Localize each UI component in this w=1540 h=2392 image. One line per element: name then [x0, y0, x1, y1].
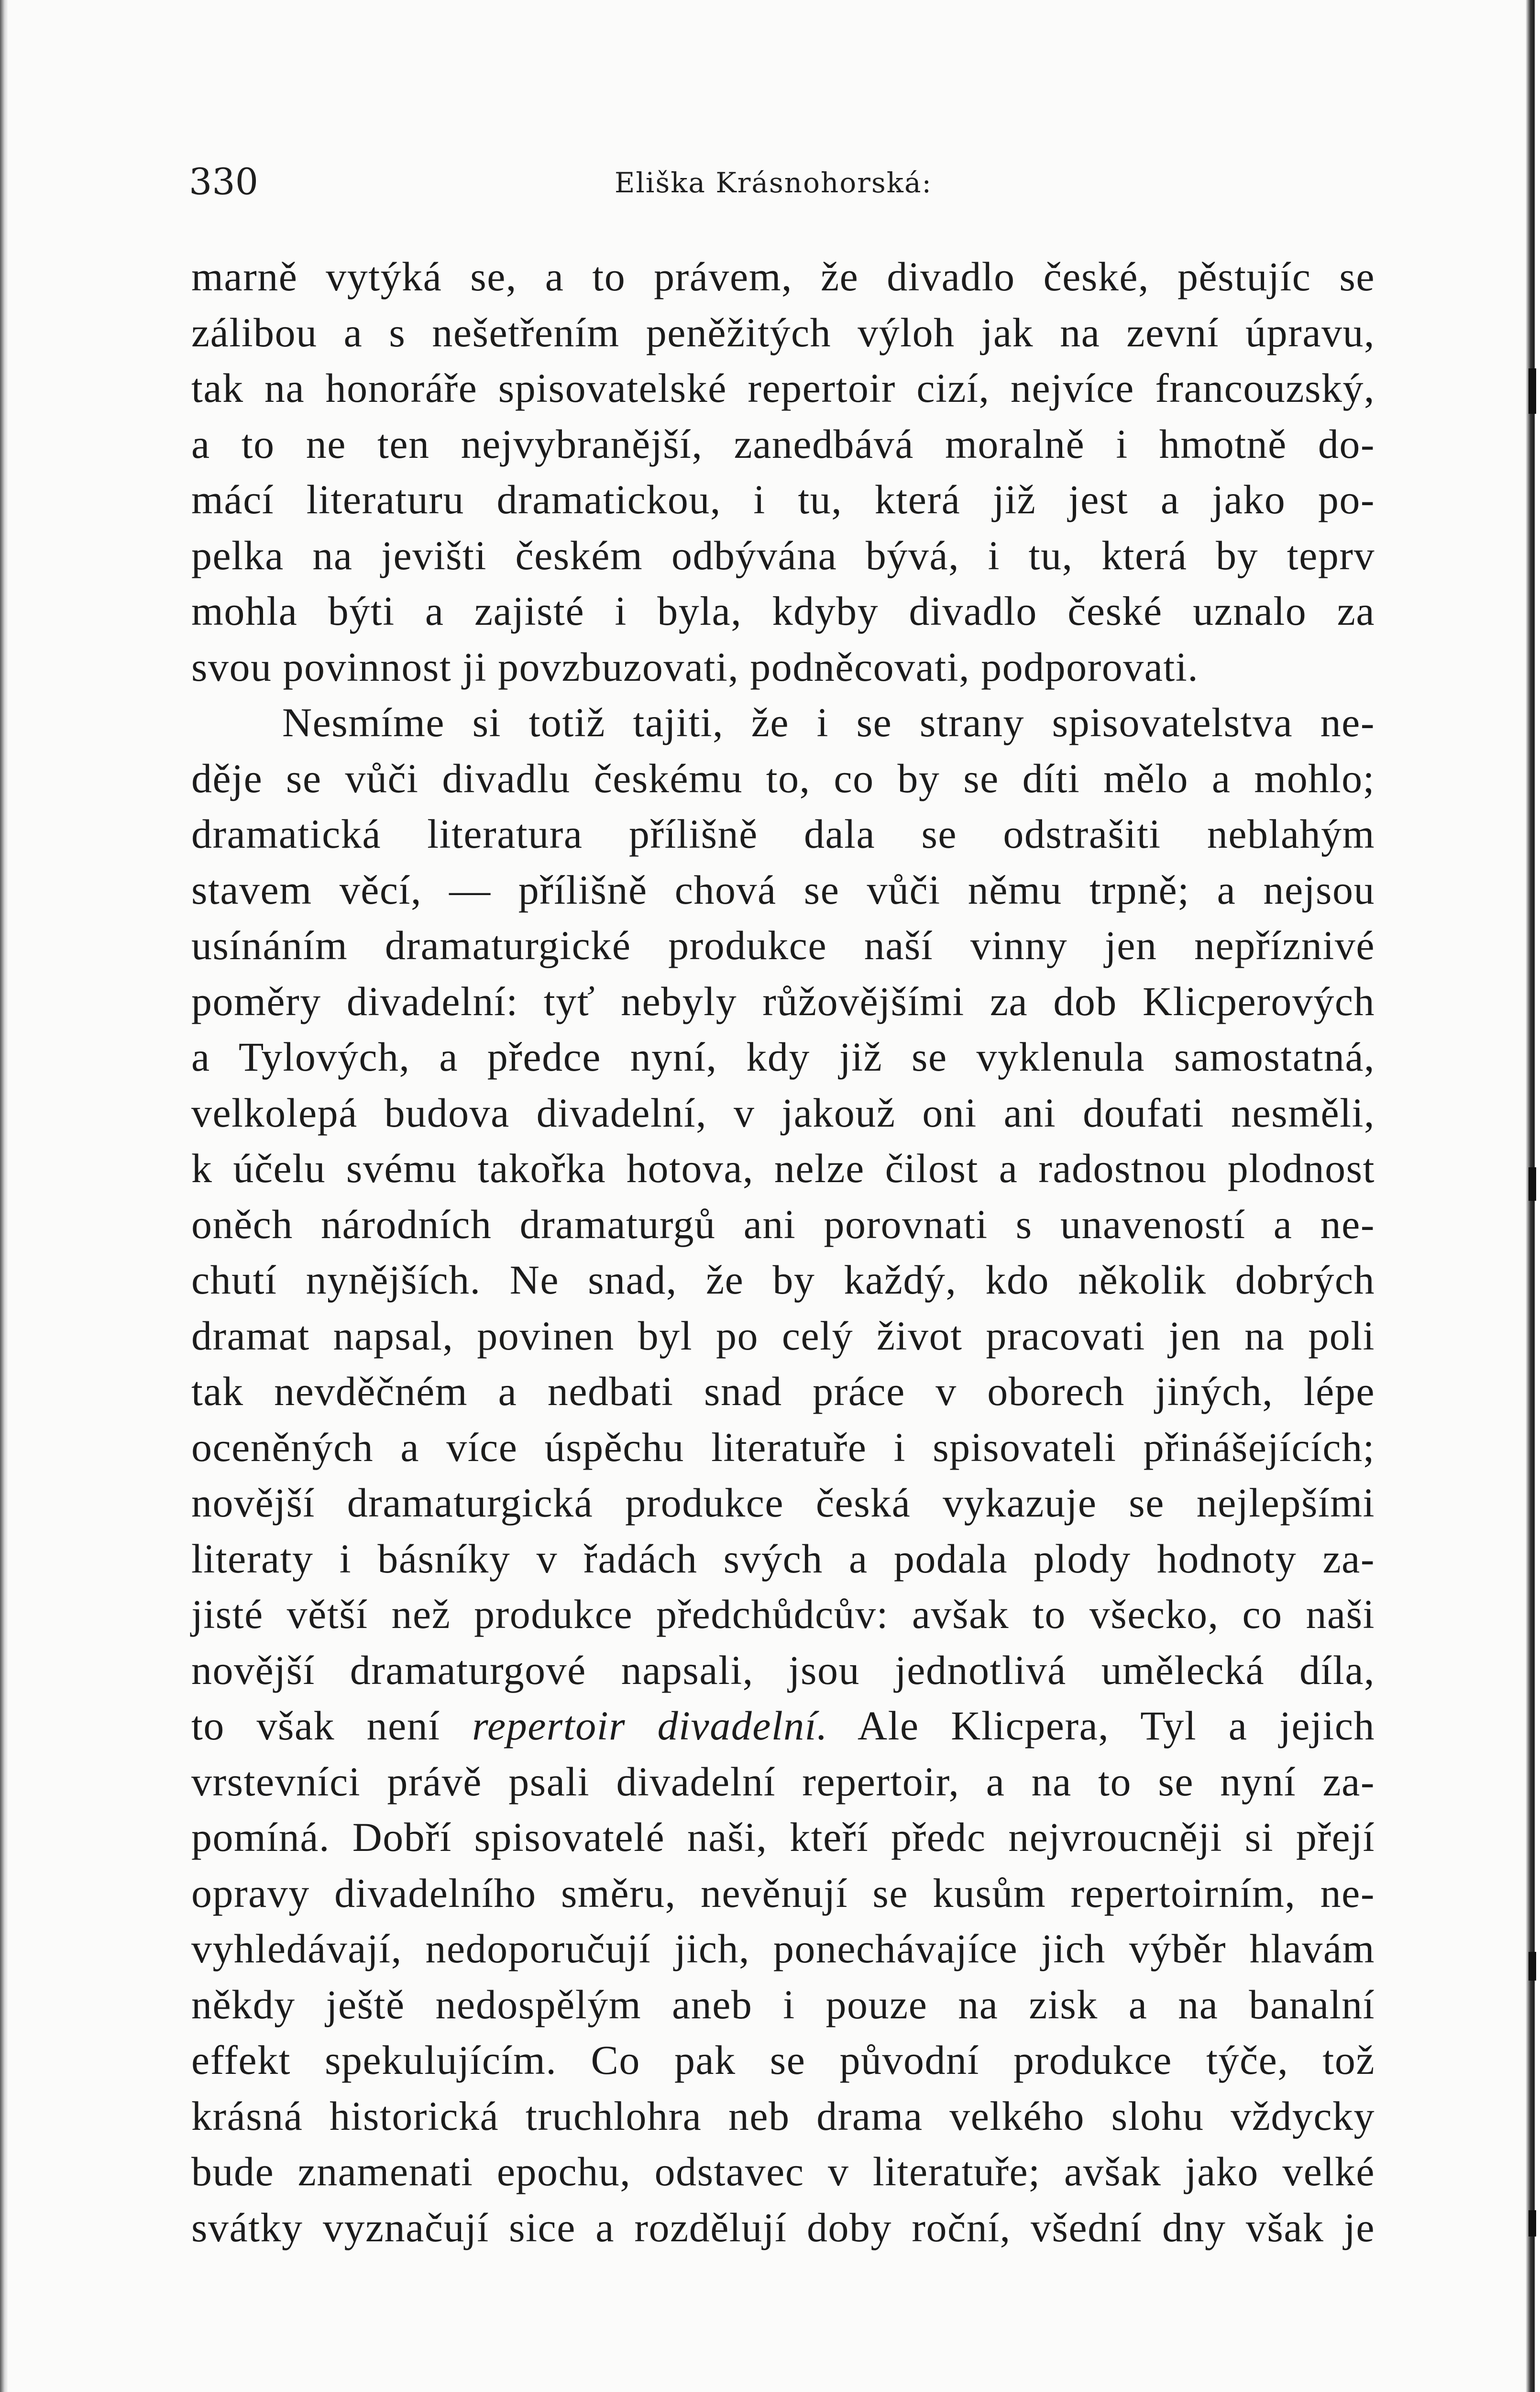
text-line: děje se vůči divadlu českému to, co by se díti mělo a mohlo;	[191, 755, 1375, 801]
body-text	[191, 249, 1375, 2255]
page-number: 330	[189, 160, 259, 203]
text-line: a Tylových, a předce nyní, kdy již se vyklenula samostatná,	[191, 1034, 1375, 1080]
text-span: Ale Klicpera, Tyl a jejich	[828, 1703, 1375, 1749]
paragraph-start-line: Nesmíme si totiž tajiti, že i se strany spisovatelstva ne-	[282, 699, 1375, 745]
text-line: tak nevděčném a nedbati snad práce v oborech jiných, lépe	[191, 1368, 1375, 1414]
text-line: a to ne ten nejvybranější, zanedbává moralně i hmotně do-	[191, 421, 1375, 467]
text-line: literaty i básníky v řadách svých a podala plody hodnoty za-	[191, 1535, 1375, 1582]
text-line: vyhledávají, nedoporučují jich, ponechávajíce jich výběr hlavám	[191, 1926, 1375, 1971]
text-line: svou povinnost ji povzbuzovati, podněcovati, podporovati.	[191, 643, 1199, 690]
text-line: pomíná. Dobří spisovatelé naši, kteří předc nejvroucněji si přejí	[191, 1814, 1375, 1860]
text-line: mohla býti a zajisté i byla, kdyby divadlo české uznalo za	[191, 588, 1375, 634]
text-line: velkolepá budova divadelní, v jakouž oni ani doufati nesměli,	[191, 1089, 1375, 1136]
text-line: mácí literaturu dramatickou, i tu, která již jest a jako po-	[191, 476, 1375, 522]
edge-mark	[1529, 1167, 1536, 1201]
text-line: oněch národních dramaturgů ani porovnati s unaveností a ne-	[191, 1201, 1375, 1247]
page-left-edge	[0, 0, 8, 2392]
text-line: novější dramaturgové napsali, jsou jednotlivá umělecká díla,	[191, 1647, 1375, 1693]
text-line: dramat napsal, povinen byl po celý život pracovati jen na poli	[191, 1312, 1375, 1359]
text-line: svátky vyznačují sice a rozdělují doby roční, všední dny však je	[191, 2204, 1375, 2250]
text-line: novější dramaturgická produkce česká vykazuje se nejlepšími	[191, 1480, 1375, 1526]
edge-mark	[1529, 1952, 1536, 1981]
text-line: oceněných a více úspěchu literatuře i spisovateli přinášejících;	[191, 1424, 1375, 1470]
italic-phrase: repertoir divadelní.	[472, 1703, 828, 1749]
text-line: chutí nynějších. Ne snad, že by každý, kdo několik dobrých	[191, 1257, 1375, 1303]
text-line: pelka na jevišti českém odbývána bývá, i tu, která by teprv	[191, 532, 1375, 578]
text-line: tak na honoráře spisovatelské repertoir cizí, nejvíce francouzský,	[191, 365, 1375, 411]
edge-mark	[1529, 2210, 1536, 2237]
edge-mark	[1529, 368, 1536, 414]
text-line: bude znamenati epochu, odstavec v literatuře; avšak jako velké	[191, 2148, 1375, 2194]
text-line: vrstevníci právě psali divadelní repertoir, a na to se nyní za-	[191, 1758, 1375, 1805]
text-line: dramatická literatura přílišně dala se odstrašiti neblahým	[191, 811, 1375, 857]
text-line: stavem věcí, — přílišně chová se vůči němu trpně; a nejsou	[191, 866, 1375, 913]
text-line: poměry divadelní: tyť nebyly růžovějšími za dob Klicperových	[191, 978, 1375, 1024]
text-span: to však není	[191, 1703, 473, 1749]
text-line: effekt spekulujícím. Co pak se původní produkce týče, tož	[191, 2037, 1375, 2083]
text-line: opravy divadelního směru, nevěnují se kusům repertoirním, ne-	[191, 1870, 1375, 1916]
text-line: k účelu svému takořka hotova, nelze čilost a radostnou plodnost	[191, 1145, 1375, 1191]
text-line: jisté větší než produkce předchůdcův: avšak to všecko, co naši	[191, 1591, 1375, 1637]
page-header	[189, 155, 1377, 208]
text-line: někdy ještě nedospělým aneb i pouze na zisk a na banalní	[191, 1981, 1375, 2027]
text-line: zálibou a s nešetřením peněžitých výloh jak na zevní úpravu,	[191, 309, 1375, 355]
text-line: marně vytýká se, a to právem, že divadlo české, pěstujíc se	[191, 254, 1375, 299]
text-line: krásná historická truchlohra neb drama velkého slohu vždycky	[191, 2093, 1375, 2139]
running-title: Eliška Krásnohorská:	[615, 166, 933, 199]
text-line: usínáním dramaturgické produkce naší vinny jen nepříznivé	[191, 922, 1375, 968]
text-line-with-italic	[191, 1698, 1375, 1754]
